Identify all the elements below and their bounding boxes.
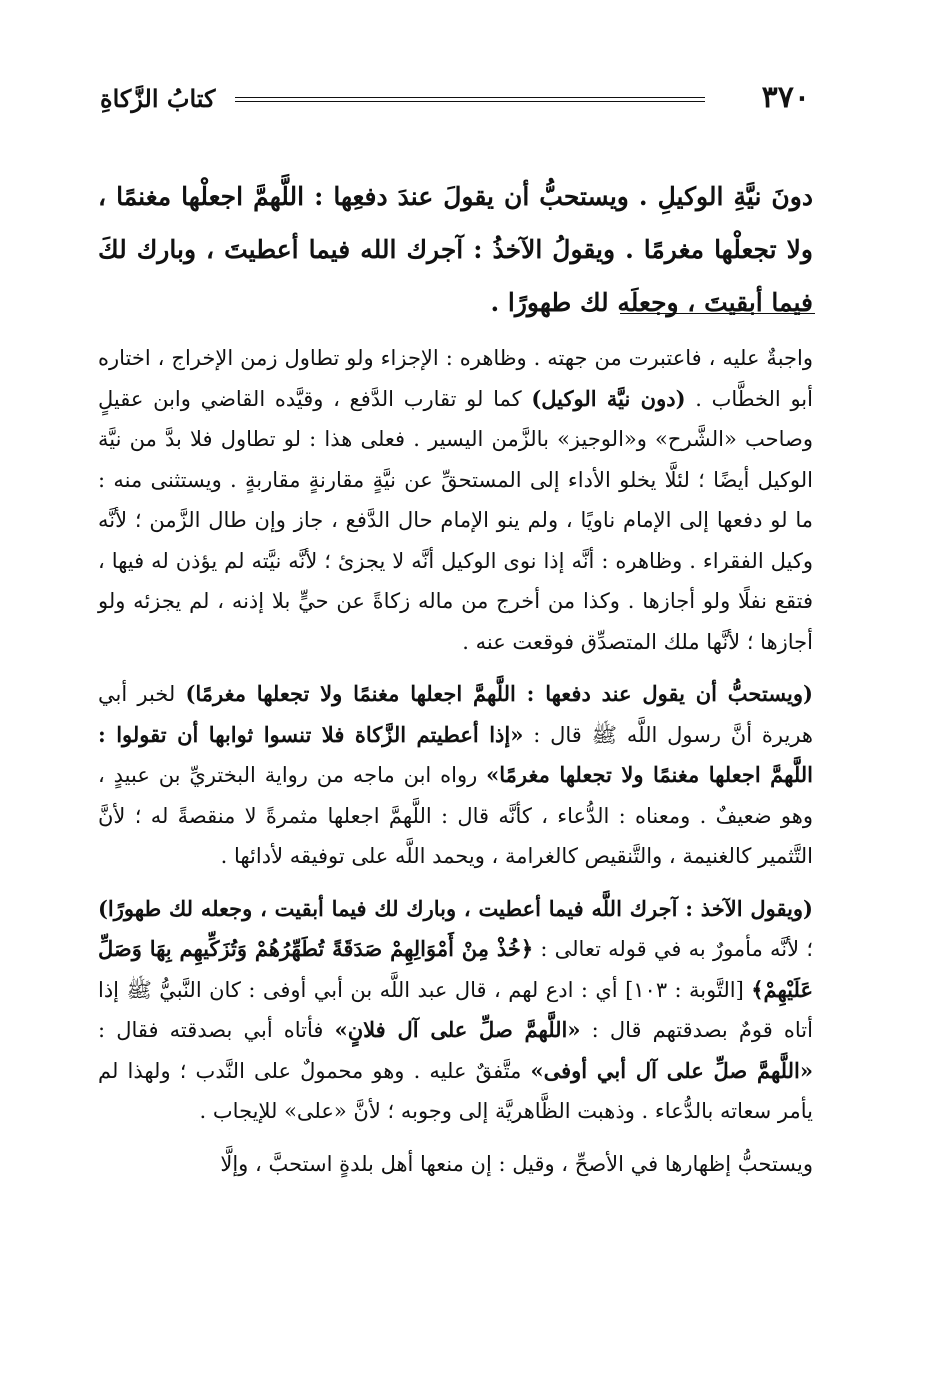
page-header [0, 76, 950, 122]
sharh-paragraph-1 [98, 338, 813, 662]
sharh-paragraph-4 [98, 1144, 813, 1185]
p2-text-d: رواه ابن ماجه من رواية البختريِّ بن عبيدٍ ، وهو ضعيفٌ . ومعناه : الدُّعاء ، كأنَّه قال : اللَّهمَّ اجعلها مثمرةً لا منقصةً له ؛ لأنَّ التَّثمير كالغنيمة ، والتَّنقيص كالغرامة ، ويحمد اللَّه على توفيقه لأدائها . [98, 763, 813, 868]
p3-hadith-2: «اللَّهمَّ صلِّ على آل أبي أوفى» [530, 1057, 813, 1083]
p3-quote: (ويقول الآخذ : آجرك اللَّه فيما أعطيت ، وبارك لك فيما أبقيت ، وجعله لك طهورًا) [98, 895, 813, 921]
p1-text-a: واجبةٌ عليه ، فاعتبرت من جهته . وظاهره : الإجزاء ولو تطاول زمن الإخراج ، اختاره أبو الخطَّاب . [98, 346, 813, 411]
p4-text-a: ويستحبُّ إظهارها في الأصحِّ ، وقيل : إن منعها أهل بلدةٍ استحبَّ ، وإلَّا [220, 1151, 813, 1176]
p3-hadith-1: «اللَّهمَّ صلِّ على آل فلانٍ» [334, 1017, 581, 1042]
book-title: كتابُ الزَّكاةِ [100, 84, 216, 113]
p2-text-b: لخبر أبي هريرة أنَّ رسول اللَّه ﷺ قال : [98, 682, 813, 747]
footnote-separator [620, 313, 815, 314]
p3-text-f: فأتاه أبي بصدقته فقال : [98, 1018, 324, 1042]
p2-hadith: «إذا أعطيتم الزَّكاة فلا تنسوا ثوابها أن تقولوا : اللَّهمَّ اجعلها مغنمًا ولا تجعلها مغرمًا» [98, 721, 813, 787]
sharh-paragraph-3 [98, 889, 813, 1132]
p2-quote: (ويستحبُّ أن يقول عند دفعها : اللَّهمَّ اجعلها مغنمًا ولا تجعلها مغرمًا) [185, 681, 813, 706]
p1-text-c: كما لو تقارب الدَّفع ، وقيَّده القاضي وابن عقيلٍ وصاحب «الشَّرح» و«الوجيز» بالزَّمن اليسير . فعلى هذا : لو تطاول فلا بدَّ من نيَّة الوكيل أيضًا ؛ لئلَّا يخلو الأداء إلى المستحقِّ عن نيَّةٍ مقارنةٍ مقاربةٍ . ويستثنى منه : ما لو دفعها إلى الإمام ناويًا ، ولم ينو الإمام حال الدَّفع ، جاز وإن طال الزَّمن ؛ لأنَّه وكيل الفقراء . وظاهره : أنَّه إذا نوى الوكيل أنَّه لا يجزئ ؛ لأنَّه نيَّته لم يؤذن له فيها ، فتقع نفلًا ولو أجازها . وكذا من أخرج من ماله زكاةً عن حيٍّ بلا إذنه ، لم يجزئه ولو أجازها ؛ لأنَّها ملك المتصدِّق فوقعت عنه . [98, 386, 813, 654]
sharh-paragraph-2 [98, 674, 813, 877]
p3-text-h: متَّفقٌ عليه . وهو محمولٌ على النَّدب ؛ ولهذا لم يأمر سعاته بالدُّعاء . وذهبت الظَّاهريَّة إلى وجوبه ؛ لأنَّ «على» للإيجاب . [98, 1058, 813, 1123]
page-number: ٣٧٠ [761, 80, 810, 115]
p3-text-d: [التَّوبة : ١٠٣] أي : ادع لهم ، قال عبد اللَّه بن أبي أوفى : كان النَّبيُّ ﷺ إذا أتاه قومٌ بصدقتهم قال : [98, 977, 813, 1042]
matn-text: دونَ نيَّةِ الوكيلِ . ويستحبُّ أن يقولَ عندَ دفعِها : اللَّهمَّ اجعلْها مغنمًا ، ولا تجعلْها مغرمًا . ويقولُ الآخذُ : آجرك الله فيما أعطيتَ ، وبارك لكَ فيما أبقيتَ ، وجعلَه لك طهورًا . [98, 182, 813, 317]
sharh-commentary [98, 338, 813, 1184]
p3-text-b: ؛ لأنَّه مأمورٌ به في قوله تعالى : [540, 937, 813, 961]
p3-quran-verse: ﴿خُذْ مِنْ أَمْوَالِهِمْ صَدَقَةً تُطَهِّرُهُمْ وَتُزَكِّيهِم بِهَا وَصَلِّ عَلَيْهِمْ﴾ [98, 936, 813, 1002]
p1-quote: (دون نيَّة الوكيل) [531, 385, 686, 411]
header-rule [235, 97, 705, 102]
